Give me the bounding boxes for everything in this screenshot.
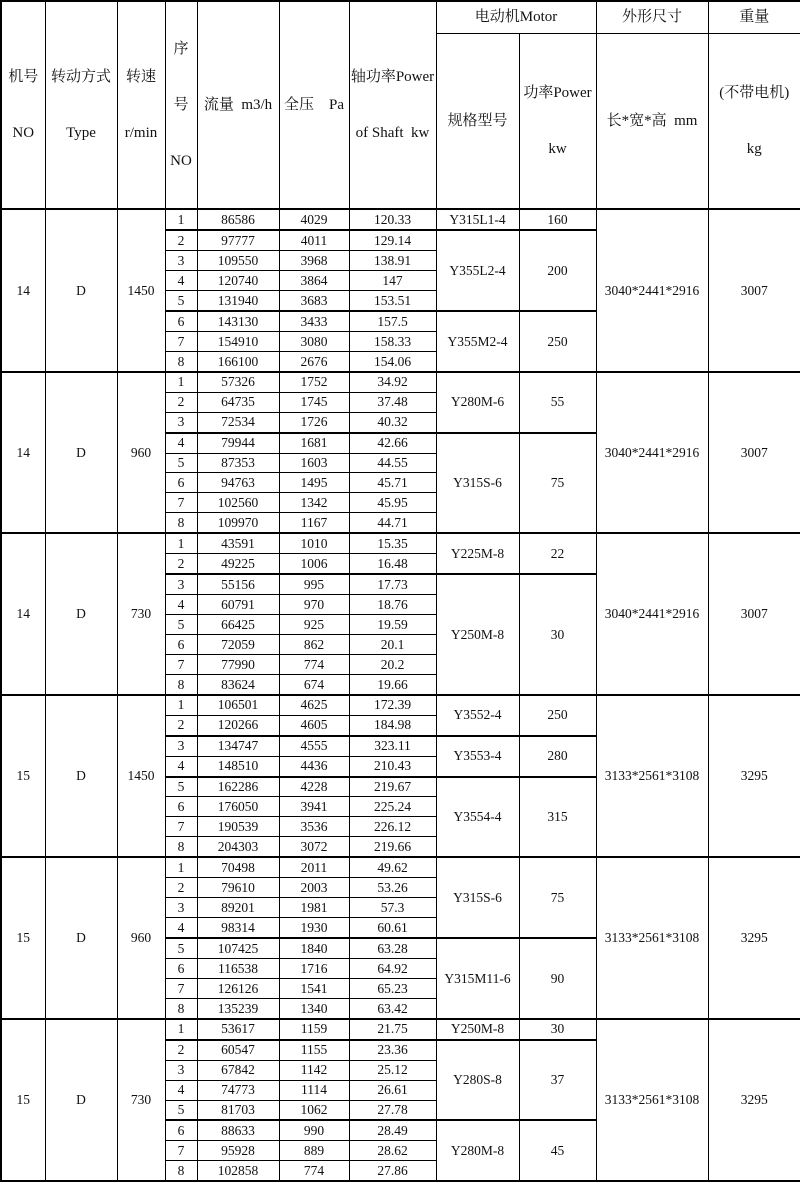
pressure-cell: 2003 [279, 878, 349, 898]
motor-model-cell: Y3552-4 [436, 695, 519, 736]
table-row [1, 857, 800, 877]
header-label: 轴功率Power [350, 68, 435, 85]
flow-cell: 64735 [197, 392, 279, 412]
pressure-cell: 3968 [279, 251, 349, 271]
serial-no-cell: 4 [165, 1080, 197, 1100]
pressure-cell: 970 [279, 595, 349, 615]
flow-cell: 102858 [197, 1161, 279, 1181]
shaft-power-cell: 16.48 [349, 554, 436, 574]
flow-cell: 89201 [197, 898, 279, 918]
dimensions-cell: 3040*2441*2916 [596, 372, 708, 534]
col-header-dimensions: 外形尺寸 [596, 1, 708, 33]
flow-cell: 107425 [197, 938, 279, 958]
pressure-cell: 3536 [279, 817, 349, 837]
motor-model-cell: Y3554-4 [436, 777, 519, 858]
serial-no-cell: 1 [165, 1019, 197, 1040]
weight-cell: 3295 [708, 695, 800, 858]
shaft-power-cell: 65.23 [349, 978, 436, 998]
shaft-power-cell: 20.1 [349, 634, 436, 654]
motor-model-cell: Y315M11-6 [436, 938, 519, 1019]
motor-power-cell: 75 [519, 433, 596, 534]
header-label: r/min [124, 124, 158, 141]
shaft-power-cell: 158.33 [349, 331, 436, 351]
pressure-cell: 1340 [279, 998, 349, 1018]
drive-type-cell: D [45, 1019, 117, 1182]
shaft-power-cell: 34.92 [349, 372, 436, 392]
pressure-cell: 990 [279, 1120, 349, 1140]
flow-cell: 70498 [197, 857, 279, 877]
shaft-power-cell: 63.42 [349, 998, 436, 1018]
serial-no-cell: 2 [165, 715, 197, 735]
header-label: kw [548, 140, 567, 157]
pressure-cell: 889 [279, 1141, 349, 1161]
motor-power-cell: 200 [519, 230, 596, 311]
motor-power-cell: 315 [519, 777, 596, 858]
shaft-power-cell: 60.61 [349, 918, 436, 938]
pressure-cell: 4555 [279, 736, 349, 756]
flow-cell: 66425 [197, 615, 279, 635]
flow-cell: 135239 [197, 998, 279, 1018]
serial-no-cell: 4 [165, 433, 197, 453]
dimensions-cell: 3133*2561*3108 [596, 1019, 708, 1182]
flow-cell: 83624 [197, 674, 279, 694]
motor-model-cell: Y225M-8 [436, 533, 519, 574]
serial-no-cell: 3 [165, 251, 197, 271]
shaft-power-cell: 49.62 [349, 857, 436, 877]
col-header-weight-sub [708, 33, 800, 209]
shaft-power-cell: 219.67 [349, 777, 436, 797]
serial-no-cell: 1 [165, 209, 197, 230]
flow-cell: 166100 [197, 351, 279, 371]
serial-no-cell: 1 [165, 857, 197, 877]
pressure-cell: 3433 [279, 311, 349, 331]
shaft-power-cell: 45.71 [349, 473, 436, 493]
motor-power-cell: 45 [519, 1120, 596, 1181]
pressure-cell: 1745 [279, 392, 349, 412]
table-row [1, 1019, 800, 1040]
shaft-power-cell: 15.35 [349, 533, 436, 553]
shaft-power-cell: 21.75 [349, 1019, 436, 1040]
speed-cell: 730 [117, 533, 165, 695]
shaft-power-cell: 20.2 [349, 654, 436, 674]
motor-power-cell: 75 [519, 857, 596, 938]
pressure-cell: 1342 [279, 493, 349, 513]
shaft-power-cell: 53.26 [349, 878, 436, 898]
serial-no-cell: 8 [165, 998, 197, 1018]
shaft-power-cell: 17.73 [349, 574, 436, 594]
flow-cell: 67842 [197, 1060, 279, 1080]
serial-no-cell: 6 [165, 958, 197, 978]
col-header-motor-model: 规格型号 [436, 33, 519, 209]
motor-model-cell: Y3553-4 [436, 736, 519, 777]
shaft-power-cell: 18.76 [349, 595, 436, 615]
flow-cell: 72534 [197, 412, 279, 432]
pressure-cell: 4228 [279, 777, 349, 797]
serial-no-cell: 8 [165, 1161, 197, 1181]
shaft-power-cell: 23.36 [349, 1040, 436, 1060]
pressure-cell: 1167 [279, 513, 349, 533]
shaft-power-cell: 225.24 [349, 797, 436, 817]
flow-cell: 77990 [197, 654, 279, 674]
drive-type-cell: D [45, 372, 117, 534]
shaft-power-cell: 42.66 [349, 433, 436, 453]
pressure-cell: 674 [279, 674, 349, 694]
flow-cell: 148510 [197, 756, 279, 776]
shaft-power-cell: 26.61 [349, 1080, 436, 1100]
serial-no-cell: 5 [165, 777, 197, 797]
shaft-power-cell: 219.66 [349, 837, 436, 857]
shaft-power-cell: 138.91 [349, 251, 436, 271]
pressure-cell: 1603 [279, 453, 349, 473]
pressure-cell: 862 [279, 634, 349, 654]
serial-no-cell: 5 [165, 1100, 197, 1120]
serial-no-cell: 1 [165, 533, 197, 553]
pressure-cell: 3941 [279, 797, 349, 817]
motor-power-cell: 90 [519, 938, 596, 1019]
flow-cell: 162286 [197, 777, 279, 797]
pressure-cell: 1840 [279, 938, 349, 958]
pressure-cell: 1010 [279, 533, 349, 553]
motor-power-cell: 280 [519, 736, 596, 777]
serial-no-cell: 1 [165, 695, 197, 715]
motor-model-cell: Y280M-6 [436, 372, 519, 433]
col-header-machine-no [1, 1, 45, 209]
drive-type-cell: D [45, 209, 117, 372]
serial-no-cell: 6 [165, 1120, 197, 1140]
shaft-power-cell: 184.98 [349, 715, 436, 735]
serial-no-cell: 4 [165, 271, 197, 291]
motor-power-cell: 30 [519, 1019, 596, 1040]
speed-cell: 1450 [117, 695, 165, 858]
shaft-power-cell: 25.12 [349, 1060, 436, 1080]
table-header [1, 1, 800, 209]
flow-cell: 49225 [197, 554, 279, 574]
col-header-speed [117, 1, 165, 209]
pressure-cell: 4436 [279, 756, 349, 776]
drive-type-cell: D [45, 695, 117, 858]
pressure-cell: 1681 [279, 433, 349, 453]
machine-no-cell: 15 [1, 695, 45, 858]
weight-cell: 3007 [708, 372, 800, 534]
col-header-motor-power [519, 33, 596, 209]
flow-cell: 53617 [197, 1019, 279, 1040]
header-label: (不带电机) [719, 84, 790, 101]
dimensions-cell: 3040*2441*2916 [596, 533, 708, 695]
motor-model-cell: Y250M-8 [436, 1019, 519, 1040]
motor-model-cell: Y355L2-4 [436, 230, 519, 311]
pressure-cell: 3080 [279, 331, 349, 351]
serial-no-cell: 3 [165, 1060, 197, 1080]
motor-power-cell: 55 [519, 372, 596, 433]
serial-no-cell: 6 [165, 311, 197, 331]
col-header-weight: 重量 [708, 1, 800, 33]
pressure-cell: 774 [279, 654, 349, 674]
header-label: Type [66, 124, 96, 141]
serial-no-cell: 6 [165, 473, 197, 493]
serial-no-cell: 8 [165, 351, 197, 371]
header-label: of Shaft kw [355, 124, 430, 141]
shaft-power-cell: 157.5 [349, 311, 436, 331]
flow-cell: 204303 [197, 837, 279, 857]
serial-no-cell: 2 [165, 878, 197, 898]
motor-model-cell: Y315L1-4 [436, 209, 519, 230]
flow-cell: 120740 [197, 271, 279, 291]
header-label: 号 [173, 96, 189, 113]
serial-no-cell: 2 [165, 230, 197, 250]
pressure-cell: 1006 [279, 554, 349, 574]
flow-cell: 154910 [197, 331, 279, 351]
serial-no-cell: 5 [165, 615, 197, 635]
flow-cell: 74773 [197, 1080, 279, 1100]
weight-cell: 3007 [708, 533, 800, 695]
pressure-cell: 4605 [279, 715, 349, 735]
flow-cell: 102560 [197, 493, 279, 513]
col-header-pressure: 全压 Pa [279, 1, 349, 209]
flow-cell: 131940 [197, 291, 279, 311]
serial-no-cell: 2 [165, 554, 197, 574]
pressure-cell: 1062 [279, 1100, 349, 1120]
flow-cell: 81703 [197, 1100, 279, 1120]
col-header-flow: 流量 m3/h [197, 1, 279, 209]
shaft-power-cell: 210.43 [349, 756, 436, 776]
shaft-power-cell: 28.62 [349, 1141, 436, 1161]
weight-cell: 3295 [708, 1019, 800, 1182]
weight-cell: 3295 [708, 857, 800, 1019]
header-label: 功率Power [523, 84, 592, 101]
shaft-power-cell: 28.49 [349, 1120, 436, 1140]
flow-cell: 134747 [197, 736, 279, 756]
flow-cell: 94763 [197, 473, 279, 493]
flow-cell: 86586 [197, 209, 279, 230]
col-header-serial-no [165, 1, 197, 209]
pressure-cell: 3683 [279, 291, 349, 311]
motor-model-cell: Y250M-8 [436, 574, 519, 695]
shaft-power-cell: 147 [349, 271, 436, 291]
dimensions-cell: 3133*2561*3108 [596, 857, 708, 1019]
pressure-cell: 4029 [279, 209, 349, 230]
header-label: NO [170, 153, 192, 169]
col-header-shaft-power [349, 1, 436, 209]
motor-power-cell: 37 [519, 1040, 596, 1121]
pressure-cell: 3072 [279, 837, 349, 857]
flow-cell: 79610 [197, 878, 279, 898]
col-header-drive-type [45, 1, 117, 209]
flow-cell: 60791 [197, 595, 279, 615]
serial-no-cell: 4 [165, 918, 197, 938]
serial-no-cell: 6 [165, 797, 197, 817]
flow-cell: 190539 [197, 817, 279, 837]
pressure-cell: 1752 [279, 372, 349, 392]
flow-cell: 116538 [197, 958, 279, 978]
serial-no-cell: 2 [165, 392, 197, 412]
pressure-cell: 1930 [279, 918, 349, 938]
serial-no-cell: 7 [165, 978, 197, 998]
serial-no-cell: 3 [165, 898, 197, 918]
col-header-dimensions-sub: 长*宽*高 mm [596, 33, 708, 209]
serial-no-cell: 2 [165, 1040, 197, 1060]
flow-cell: 57326 [197, 372, 279, 392]
drive-type-cell: D [45, 857, 117, 1019]
shaft-power-cell: 57.3 [349, 898, 436, 918]
serial-no-cell: 5 [165, 938, 197, 958]
shaft-power-cell: 129.14 [349, 230, 436, 250]
serial-no-cell: 8 [165, 674, 197, 694]
table-row [1, 372, 800, 392]
shaft-power-cell: 45.95 [349, 493, 436, 513]
pressure-cell: 2011 [279, 857, 349, 877]
pressure-cell: 995 [279, 574, 349, 594]
motor-model-cell: Y280M-8 [436, 1120, 519, 1181]
flow-cell: 60547 [197, 1040, 279, 1060]
serial-no-cell: 7 [165, 1141, 197, 1161]
serial-no-cell: 3 [165, 412, 197, 432]
flow-cell: 95928 [197, 1141, 279, 1161]
flow-cell: 109550 [197, 251, 279, 271]
serial-no-cell: 6 [165, 634, 197, 654]
shaft-power-cell: 27.86 [349, 1161, 436, 1181]
shaft-power-cell: 120.33 [349, 209, 436, 230]
pressure-cell: 1981 [279, 898, 349, 918]
speed-cell: 1450 [117, 209, 165, 372]
speed-cell: 960 [117, 372, 165, 534]
serial-no-cell: 7 [165, 654, 197, 674]
serial-no-cell: 7 [165, 493, 197, 513]
motor-power-cell: 160 [519, 209, 596, 230]
shaft-power-cell: 64.92 [349, 958, 436, 978]
speed-cell: 730 [117, 1019, 165, 1182]
machine-no-cell: 14 [1, 533, 45, 695]
motor-model-cell: Y355M2-4 [436, 311, 519, 372]
flow-cell: 120266 [197, 715, 279, 735]
machine-no-cell: 15 [1, 1019, 45, 1182]
serial-no-cell: 3 [165, 574, 197, 594]
serial-no-cell: 1 [165, 372, 197, 392]
flow-cell: 55156 [197, 574, 279, 594]
motor-model-cell: Y315S-6 [436, 433, 519, 534]
pressure-cell: 1155 [279, 1040, 349, 1060]
flow-cell: 143130 [197, 311, 279, 331]
motor-power-cell: 22 [519, 533, 596, 574]
flow-cell: 109970 [197, 513, 279, 533]
flow-cell: 87353 [197, 453, 279, 473]
speed-cell: 960 [117, 857, 165, 1019]
machine-no-cell: 14 [1, 372, 45, 534]
pressure-cell: 4625 [279, 695, 349, 715]
shaft-power-cell: 44.71 [349, 513, 436, 533]
header-label: kg [746, 140, 762, 157]
shaft-power-cell: 19.59 [349, 615, 436, 635]
flow-cell: 72059 [197, 634, 279, 654]
pressure-cell: 1114 [279, 1080, 349, 1100]
shaft-power-cell: 154.06 [349, 351, 436, 371]
shaft-power-cell: 37.48 [349, 392, 436, 412]
serial-no-cell: 7 [165, 817, 197, 837]
serial-no-cell: 8 [165, 837, 197, 857]
shaft-power-cell: 153.51 [349, 291, 436, 311]
pressure-cell: 1726 [279, 412, 349, 432]
shaft-power-cell: 323.11 [349, 736, 436, 756]
header-label: 机号 [8, 68, 39, 85]
flow-cell: 43591 [197, 533, 279, 553]
flow-cell: 126126 [197, 978, 279, 998]
shaft-power-cell: 226.12 [349, 817, 436, 837]
table-row [1, 695, 800, 715]
header-label: 转动方式 [50, 68, 111, 85]
serial-no-cell: 7 [165, 331, 197, 351]
pressure-cell: 1541 [279, 978, 349, 998]
header-row-top [1, 1, 800, 33]
pressure-cell: 4011 [279, 230, 349, 250]
pressure-cell: 1142 [279, 1060, 349, 1080]
motor-model-cell: Y315S-6 [436, 857, 519, 938]
shaft-power-cell: 44.55 [349, 453, 436, 473]
serial-no-cell: 5 [165, 453, 197, 473]
shaft-power-cell: 172.39 [349, 695, 436, 715]
flow-cell: 79944 [197, 433, 279, 453]
motor-power-cell: 250 [519, 695, 596, 736]
pressure-cell: 3864 [279, 271, 349, 291]
flow-cell: 88633 [197, 1120, 279, 1140]
serial-no-cell: 8 [165, 513, 197, 533]
pressure-cell: 774 [279, 1161, 349, 1181]
flow-cell: 106501 [197, 695, 279, 715]
motor-power-cell: 250 [519, 311, 596, 372]
table-body [1, 209, 800, 1181]
flow-cell: 97777 [197, 230, 279, 250]
table-row [1, 209, 800, 230]
shaft-power-cell: 40.32 [349, 412, 436, 432]
dimensions-cell: 3133*2561*3108 [596, 695, 708, 858]
serial-no-cell: 4 [165, 756, 197, 776]
shaft-power-cell: 19.66 [349, 674, 436, 694]
drive-type-cell: D [45, 533, 117, 695]
col-header-motor-group: 电动机Motor [436, 1, 596, 33]
pressure-cell: 1495 [279, 473, 349, 493]
serial-no-cell: 5 [165, 291, 197, 311]
flow-cell: 98314 [197, 918, 279, 938]
motor-power-cell: 30 [519, 574, 596, 695]
header-label: 序 [173, 40, 189, 57]
header-label: 转速 [125, 68, 156, 85]
pressure-cell: 1159 [279, 1019, 349, 1040]
pressure-cell: 2676 [279, 351, 349, 371]
weight-cell: 3007 [708, 209, 800, 372]
shaft-power-cell: 27.78 [349, 1100, 436, 1120]
motor-model-cell: Y280S-8 [436, 1040, 519, 1121]
serial-no-cell: 3 [165, 736, 197, 756]
shaft-power-cell: 63.28 [349, 938, 436, 958]
machine-no-cell: 15 [1, 857, 45, 1019]
dimensions-cell: 3040*2441*2916 [596, 209, 708, 372]
pressure-cell: 1716 [279, 958, 349, 978]
machine-no-cell: 14 [1, 209, 45, 372]
flow-cell: 176050 [197, 797, 279, 817]
table-row [1, 533, 800, 553]
serial-no-cell: 4 [165, 595, 197, 615]
header-label: NO [12, 124, 35, 141]
pressure-cell: 925 [279, 615, 349, 635]
